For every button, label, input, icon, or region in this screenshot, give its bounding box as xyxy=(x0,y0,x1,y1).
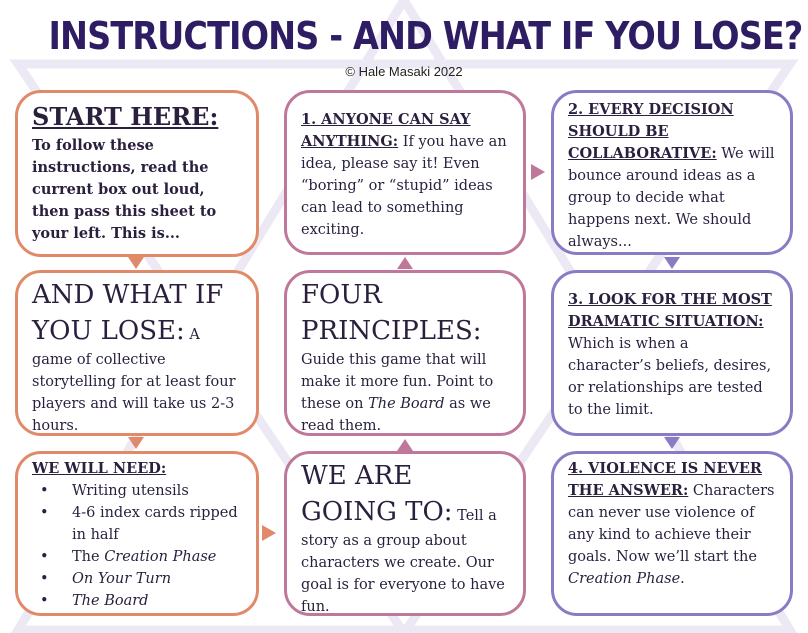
item-text: The xyxy=(72,549,105,565)
box-heading: 2. EVERY DECISION SHOULD BE COLLABORATIVE: xyxy=(568,101,734,162)
box-heading: 1. ANYONE CAN SAY ANYTHING: xyxy=(301,111,471,150)
list-item xyxy=(32,546,242,568)
box-body: We will bounce around ideas as a group to decide what happens next. We should always... xyxy=(568,146,775,250)
box-heading: 4. VIOLENCE IS NEVER THE ANSWER: xyxy=(568,460,762,499)
arrow-down-icon xyxy=(664,257,680,269)
arrow-down-icon xyxy=(128,437,144,449)
list-item xyxy=(32,502,242,546)
box-four-principles xyxy=(284,270,526,436)
box-we-will-need xyxy=(15,451,259,616)
box-collaborative xyxy=(551,90,793,255)
arrow-down-icon xyxy=(664,437,680,449)
arrow-right-icon xyxy=(262,525,276,541)
box-heading: WE WILL NEED: xyxy=(32,460,167,477)
item-italic: On Your Turn xyxy=(72,571,172,587)
box-dramatic-situation xyxy=(551,270,793,436)
list-item xyxy=(32,590,242,612)
box-heading: START HERE: xyxy=(32,102,219,131)
box-violence xyxy=(551,451,793,616)
box-anyone-can-say-anything xyxy=(284,90,526,255)
box-we-are-going-to xyxy=(284,451,526,616)
box-body xyxy=(301,349,509,437)
arrow-down-icon xyxy=(128,257,144,269)
box-body-text: Characters can never use violence of any kind to achieve their goals. Now we’ll start the xyxy=(568,483,775,565)
board-reference: The Board xyxy=(368,396,445,412)
box-body-text-end: . xyxy=(680,571,685,587)
supplies-list xyxy=(32,480,242,612)
box-heading: WE ARE GOING TO: xyxy=(301,461,453,527)
box-heading: FOUR PRINCIPLES: xyxy=(301,280,482,346)
item-text: Writing utensils xyxy=(72,483,189,499)
page-title: INSTRUCTIONS - AND WHAT IF YOU LOSE? xyxy=(48,14,803,58)
arrow-up-icon xyxy=(397,257,413,269)
copyright: © Hale Masaki 2022 xyxy=(345,64,463,79)
list-item xyxy=(32,480,242,502)
box-heading: AND WHAT IF YOU LOSE: xyxy=(32,280,224,346)
box-body: Tell a story as a group about characters we create. Our goal is for everyone to have fun. xyxy=(301,508,505,615)
box-and-what-if-you-lose xyxy=(15,270,259,436)
box-body: If you have an idea, please say it! Even “boring” or “stupid” ideas can lead to something exciting. xyxy=(301,134,507,238)
creation-phase-reference: Creation Phase xyxy=(568,571,681,587)
item-italic: Creation Phase xyxy=(104,549,217,565)
box-heading: 3. LOOK FOR THE MOST DRAMATIC SITUATION: xyxy=(568,291,772,330)
box-body: A game of collective storytelling for at least four players and will take us 2-3 hours. xyxy=(32,327,236,434)
item-italic: The Board xyxy=(72,593,149,609)
box-body: To follow these instructions, read the current box out loud, then pass this sheet to your left. This is... xyxy=(32,137,217,242)
arrow-right-icon xyxy=(531,164,545,180)
box-start-here xyxy=(15,90,259,257)
box-body-text: Guide this game that will make it more fun. Point to these on xyxy=(301,352,494,412)
box-body: Which is when a character’s beliefs, desires, or relationships are tested to the limit. xyxy=(568,336,772,418)
arrow-up-icon xyxy=(397,439,413,451)
list-item xyxy=(32,568,242,590)
item-text: 4-6 index cards ripped in half xyxy=(72,505,238,543)
box-body-text-end: as we read them. xyxy=(301,396,491,434)
